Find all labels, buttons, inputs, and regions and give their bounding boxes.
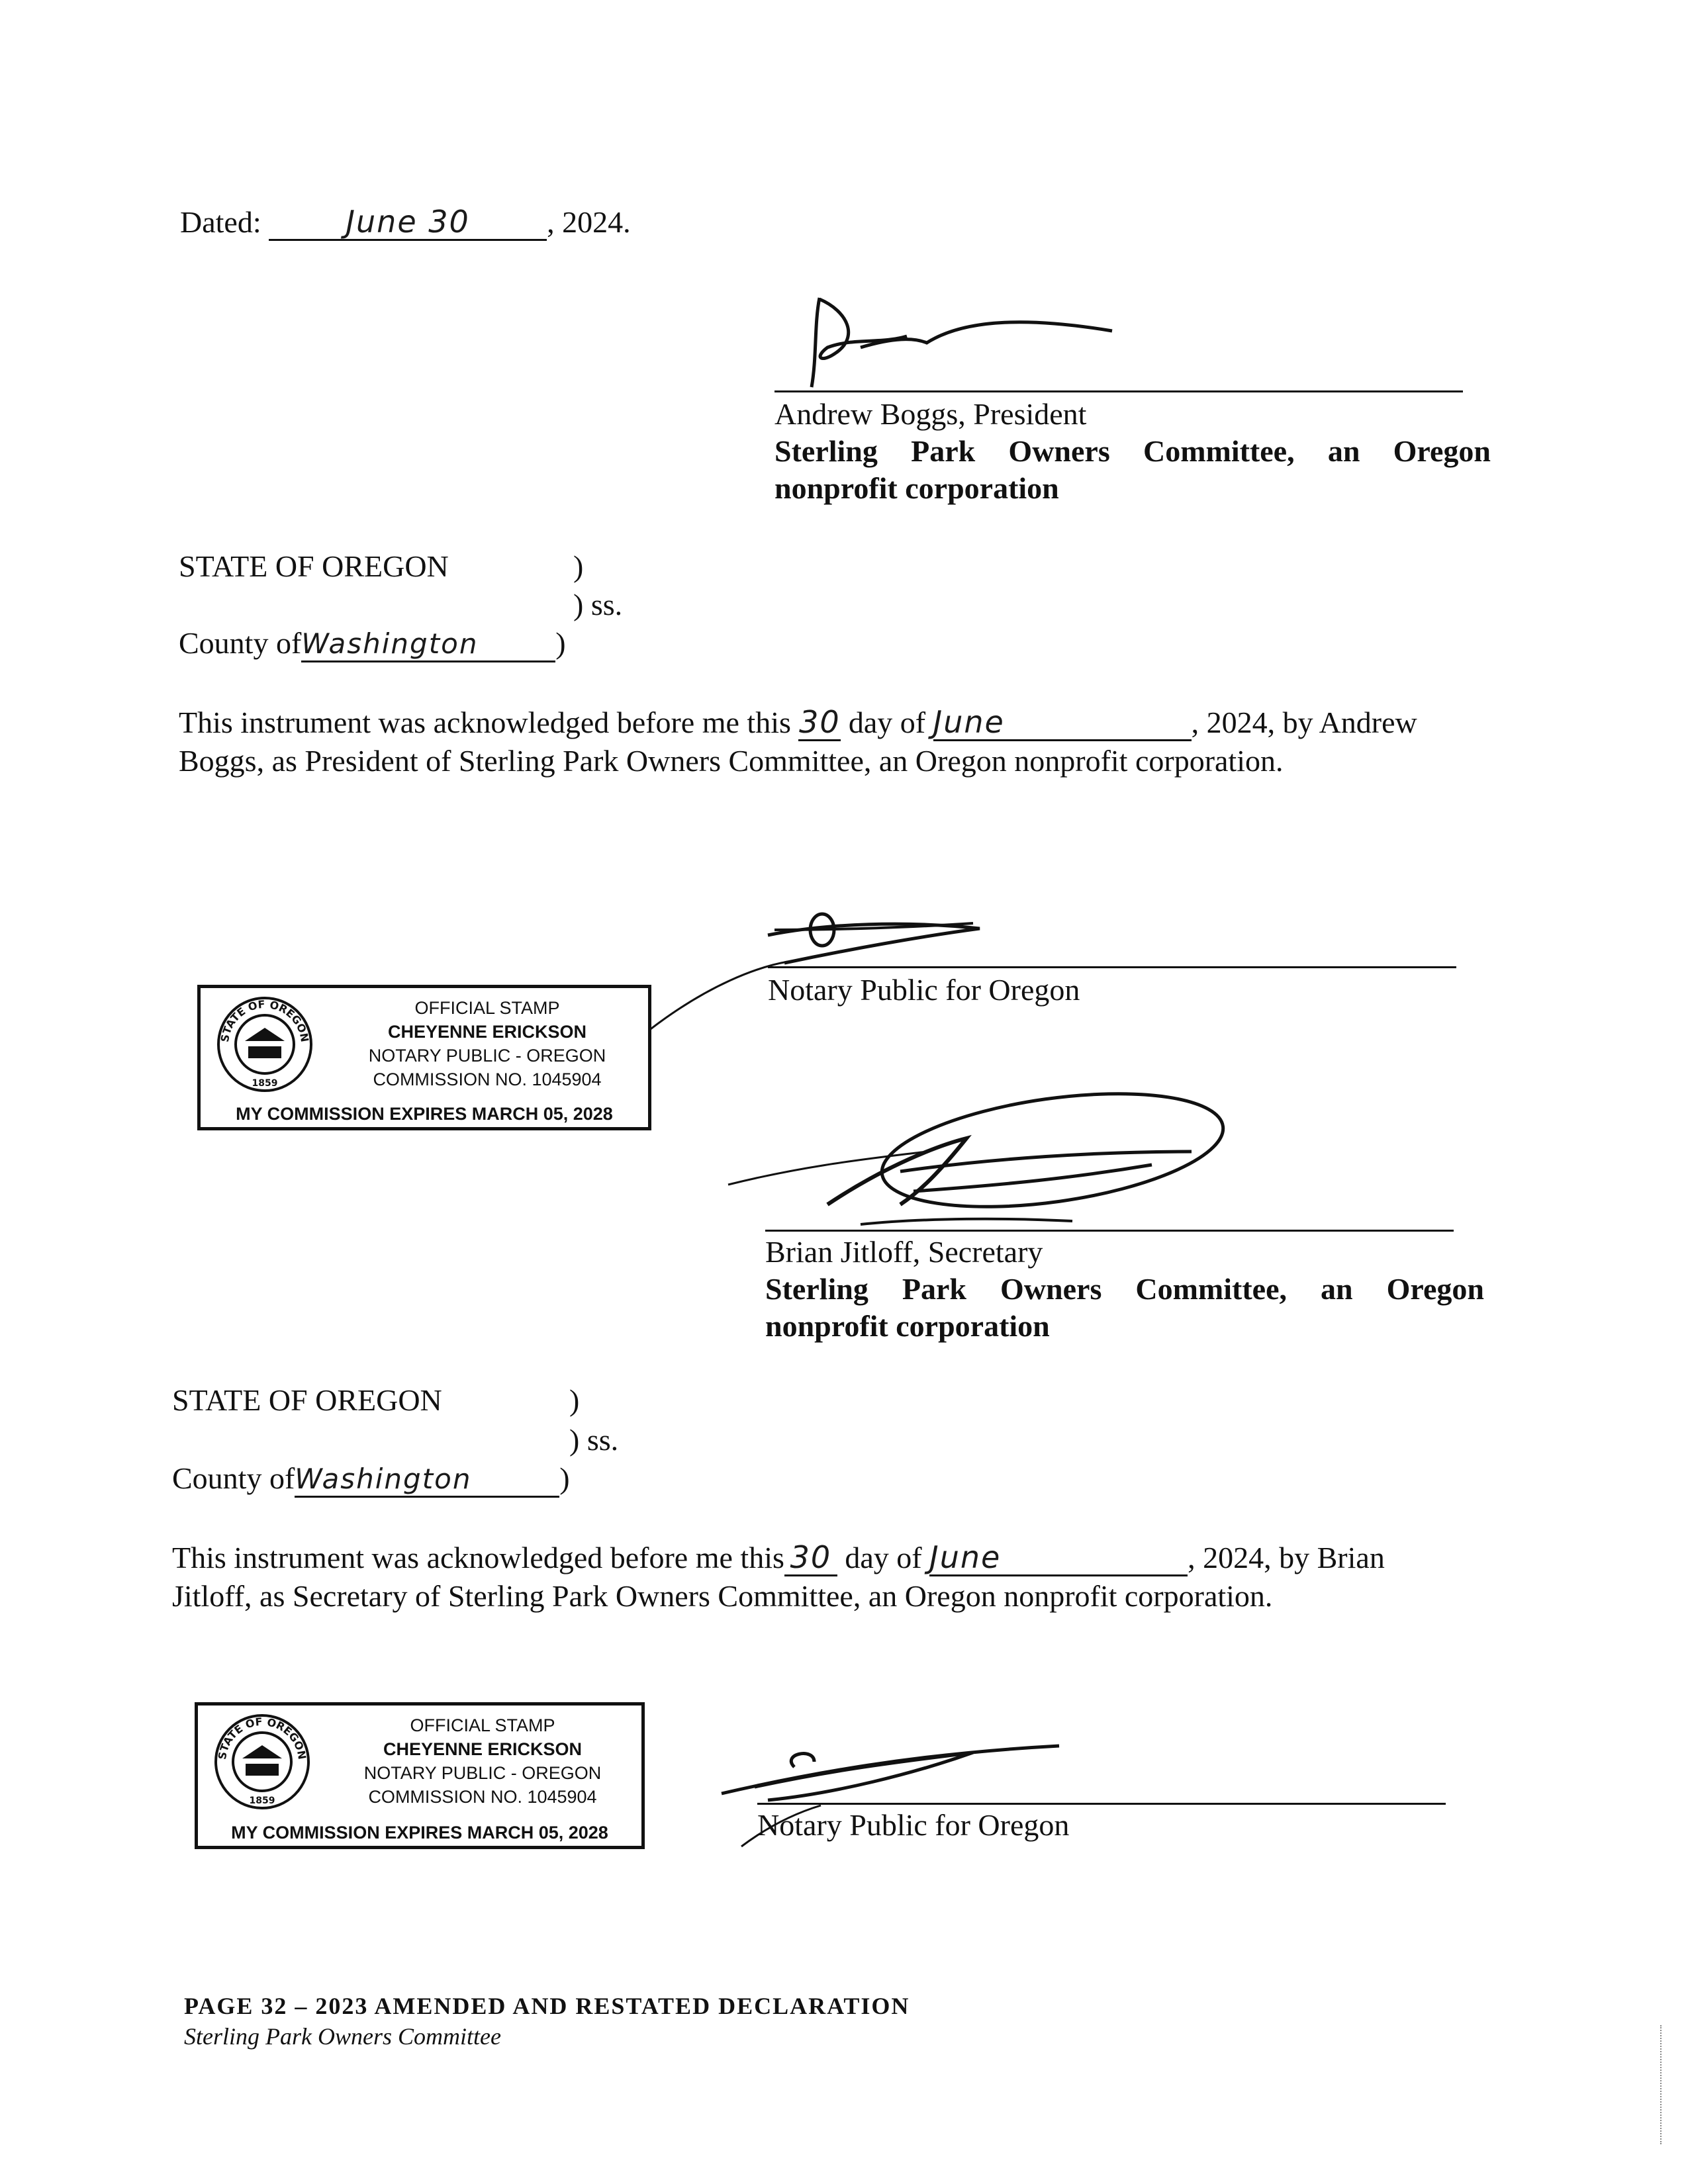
notary1-county-label: County of [179, 626, 302, 660]
seal-year: 1859 [252, 1078, 278, 1089]
stamp1-title: OFFICIAL STAMP [414, 998, 560, 1018]
notary2-ack-p3: , 2024, by Brian [1188, 1541, 1385, 1574]
notary1-ack-p1: This instrument was acknowledged before me this [179, 705, 791, 739]
notary2-county-paren: ) [559, 1461, 570, 1495]
notary1-county-line [179, 625, 566, 662]
stamp2-title: OFFICIAL STAMP [410, 1715, 555, 1735]
president-org-line1: Sterling Park Owners Committee, an Oregon [774, 434, 1491, 468]
notary2-day-field [784, 1541, 837, 1576]
president-org-line2: nonprofit corporation [774, 471, 1059, 505]
notary1-day-field [798, 705, 841, 741]
notary1-signature-line [768, 966, 1456, 968]
notary1-paren-1: ) [573, 549, 584, 583]
dated-year: , 2024. [547, 205, 631, 239]
stamp1-notary: NOTARY PUBLIC - OREGON [368, 1046, 606, 1066]
notary2-ss: ) ss. [569, 1423, 619, 1457]
president-name: Andrew Boggs, President [774, 397, 1087, 431]
notary2-county-hand: Washington [295, 1463, 472, 1495]
notary2-ack-line1 [172, 1539, 1385, 1576]
secretary-name-rest: Jitloff, Secretary [840, 1235, 1043, 1269]
secretary-signature [728, 1092, 1231, 1251]
notary1-county-paren: ) [555, 626, 566, 660]
stamp2-name: CHEYENNE ERICKSON [383, 1739, 583, 1759]
secretary-signature-line [765, 1230, 1454, 1232]
notary2-state: STATE OF OREGON [172, 1383, 442, 1417]
notary1-county-hand: Washington [301, 627, 479, 660]
seal-text: STATE OF OREGON [215, 1715, 309, 1760]
seal-text: STATE OF OREGON [218, 997, 312, 1043]
footer-subtitle: Sterling Park Owners Committee [184, 2023, 501, 2050]
stamp2-notary: NOTARY PUBLIC - OREGON [363, 1763, 602, 1783]
notary-stamp-1 [197, 985, 651, 1130]
dated-handwritten: June 30 [346, 204, 470, 240]
seal-year: 1859 [249, 1796, 275, 1806]
notary1-ack-p3: , 2024, by Andrew [1191, 705, 1417, 739]
stamp1-expiration: MY COMMISSION EXPIRES MARCH 05, 2028 [236, 1104, 613, 1124]
notary1-state: STATE OF OREGON [179, 549, 449, 583]
notary1-signature-label: Notary Public for Oregon [768, 973, 1080, 1007]
stamp1-name: CHEYENNE ERICKSON [387, 1022, 587, 1042]
oregon-seal-icon [215, 995, 314, 1094]
notary2-signature-line [757, 1803, 1446, 1805]
notary2-ack-p1: This instrument was acknowledged before me this [172, 1541, 784, 1574]
oregon-seal-icon [212, 1712, 312, 1811]
notary2-county-label: County of [172, 1461, 295, 1495]
secretary-org-line2: nonprofit corporation [765, 1309, 1050, 1343]
dated-line [180, 204, 631, 241]
notary1-ss: ) ss. [573, 588, 623, 621]
notary2-month: June [929, 1539, 1002, 1575]
notary1-month: June [933, 704, 1005, 740]
secretary-org-line1: Sterling Park Owners Committee, an Oregon [765, 1272, 1484, 1306]
notary-stamp-2 [195, 1702, 645, 1849]
footer-title: PAGE 32 – 2023 AMENDED AND RESTATED DECLARATION [184, 1993, 910, 2019]
notary2-signature-label: Notary Public for Oregon [757, 1808, 1070, 1842]
notary1-day: 30 [799, 704, 841, 740]
scan-edge-mark [1660, 2025, 1662, 2144]
notary2-ack-p2: day of [845, 1541, 922, 1574]
notary1-ack-line1 [179, 704, 1417, 741]
secretary-name [765, 1234, 1043, 1271]
notary1-ack-line2: Boggs, as President of Sterling Park Owners Committee, an Oregon nonprofit corporation. [179, 744, 1284, 778]
dated-date-field [269, 205, 547, 241]
stamp1-commission-no: COMMISSION NO. 1045904 [373, 1069, 602, 1089]
notary2-ack-line2: Jitloff, as Secretary of Sterling Park Owners Committee, an Oregon nonprofit corporation. [172, 1579, 1273, 1613]
notary1-ack-p2: day of [848, 705, 926, 739]
stamp2-expiration: MY COMMISSION EXPIRES MARCH 05, 2028 [231, 1823, 608, 1843]
notary2-month-field [929, 1541, 1188, 1576]
notary1-month-field [933, 705, 1192, 741]
notary2-county-field [295, 1462, 559, 1498]
president-signature [808, 291, 1139, 390]
dated-label: Dated: [180, 205, 261, 239]
stamp2-commission-no: COMMISSION NO. 1045904 [368, 1787, 597, 1807]
notary1-county-field [301, 627, 555, 662]
notary2-paren-1: ) [569, 1383, 580, 1417]
secretary-name-first: Brian [765, 1235, 841, 1269]
notary2-day: 30 [790, 1539, 832, 1575]
president-signature-line [774, 390, 1463, 392]
notary2-county-line [172, 1460, 570, 1498]
